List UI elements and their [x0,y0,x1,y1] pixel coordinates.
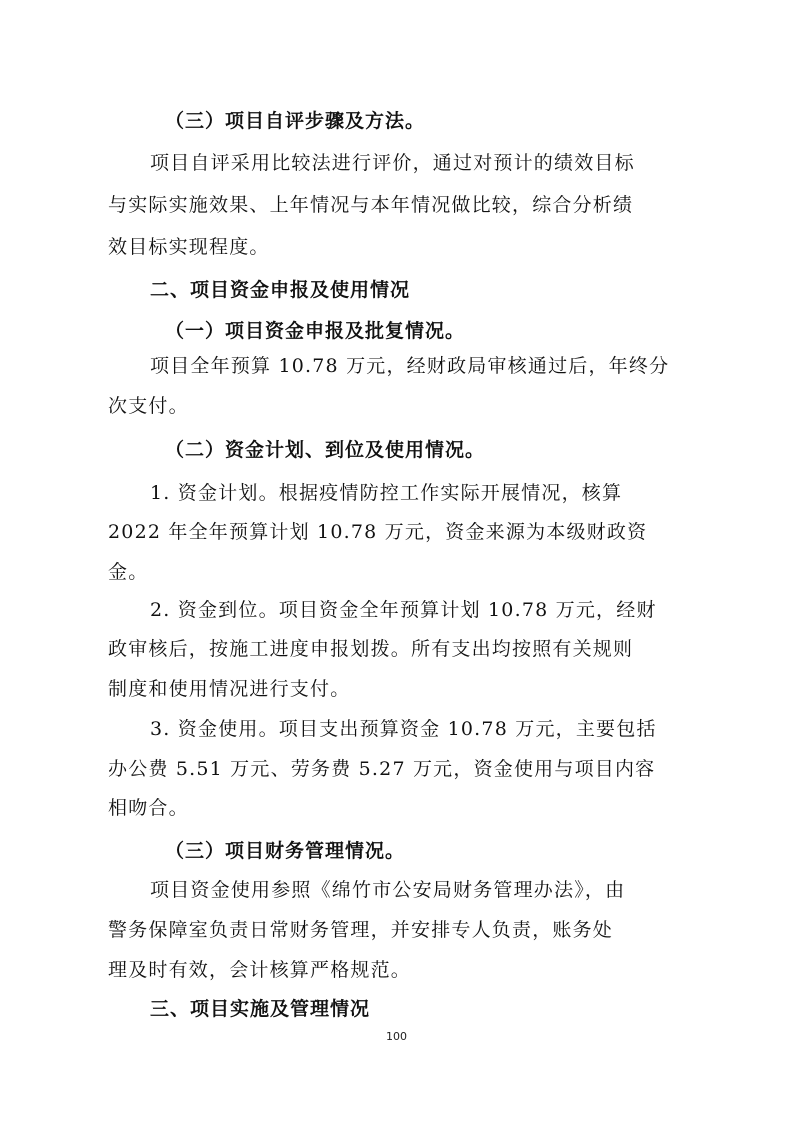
paragraph-line: 效目标实现程度。 [108,236,270,258]
paragraph-line: 与实际实施效果、上年情况与本年情况做比较，综合分析绩 [108,194,634,216]
paragraph-line: 项目全年预算 10.78 万元，经财政局审核通过后，年终分 [150,355,670,377]
paragraph-line: 制度和使用情况进行支付。 [108,678,351,700]
paragraph-line: 3. 资金使用。项目支出预算资金 10.78 万元，主要包括 [150,718,657,740]
paragraph-line: 理及时有效，会计核算严格规范。 [108,959,412,981]
paragraph-line: 项目资金使用参照《绵竹市公安局财务管理办法》，由 [150,879,626,901]
paragraph-line: 金。 [108,561,149,583]
paragraph-line: 2. 资金到位。项目资金全年预算计划 10.78 万元，经财 [150,599,657,621]
paragraph-line: 相吻合。 [108,797,189,819]
paragraph-line: 次支付。 [108,395,189,417]
heading-section-two: 二、项目资金申报及使用情况 [150,279,411,301]
heading-fund-plan: （二）资金计划、到位及使用情况。 [165,439,486,461]
heading-self-evaluation-steps: （三）项目自评步骤及方法。 [165,110,426,132]
paragraph-line: 项目自评采用比较法进行评价，通过对预计的绩效目标 [150,152,635,174]
heading-section-three: 三、项目实施及管理情况 [150,998,371,1020]
heading-fund-application: （一）项目资金申报及批复情况。 [165,320,466,342]
page-number: 100 [386,1030,407,1043]
paragraph-line: 2022 年全年预算计划 10.78 万元，资金来源为本级财政资 [108,521,648,543]
heading-financial-management: （三）项目财务管理情况。 [165,840,406,862]
paragraph-line: 1. 资金计划。根据疫情防控工作实际开展情况，核算 [150,482,623,504]
paragraph-line: 办公费 5.51 万元、劳务费 5.27 万元，资金使用与项目内容 [108,758,656,780]
paragraph-line: 警务保障室负责日常财务管理，并安排专人负责，账务处 [108,919,614,941]
paragraph-line: 政审核后，按施工进度申报划拨。所有支出均按照有关规则 [108,638,634,660]
